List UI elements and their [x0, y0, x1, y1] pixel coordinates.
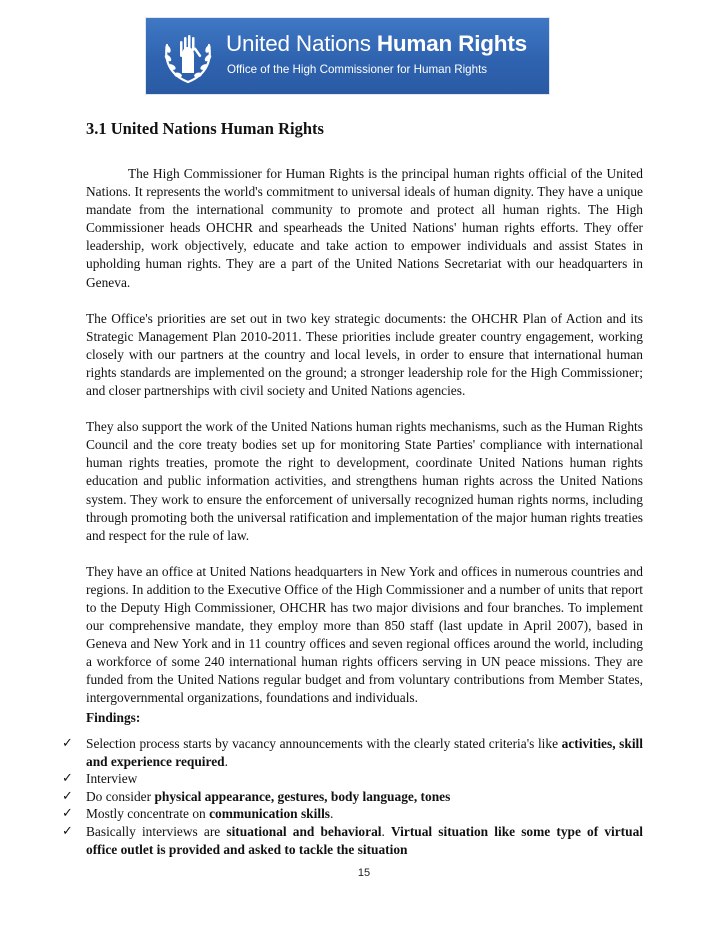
finding-bold-2: Virtual situation like some type of virtual office outlet is provided and asked to tackle the situation: [86, 823, 644, 857]
list-item: [0, 770, 643, 788]
finding-text: Basically interviews are: [86, 823, 227, 839]
paragraph-3: They also support the work of the United Nations human rights mechanisms, such as the Human Rights Council and the core treaty bodies set up for monitoring State Parties' compliance with international human rights treaties, promote the right to development, coordinate United Nations human rights education and public information activities, and strengthens human rights across the United Nations system. They work to ensure the enforcement of universally recognized human rights norms, including through promoting both the universal ratification and implementation of the major human rights treaties and respect for the rule of law.: [86, 419, 643, 543]
finding-bold: activities, skill and experience required: [86, 736, 643, 769]
paragraph-1: The High Commissioner for Human Rights is the principal human rights official of the United Nations. It represents the world's commitment to universal ideals of human dignity. They have a unique mandate from the international community to promote and protect all human rights. The High Commissioner heads OHCHR and spearheads the United Nations' human rights efforts. They offer leadership, work objectively, educate and take action to empower individuals and assist States in upholding human rights. They are a part of the United Nations Secretariat with our headquarters in Geneva.: [86, 166, 643, 290]
finding-bold: communication skills: [209, 806, 330, 822]
list-item: [0, 805, 643, 823]
page-number: 15: [357, 867, 371, 879]
checkmark-icon: ✓: [62, 771, 73, 787]
finding-text: Interview: [86, 771, 138, 787]
paragraph-2: The Office's priorities are set out in two key strategic documents: the OHCHR Plan of Action and its Strategic Management Plan 2010-2011. These priorities include greater country engagement, working closely with our partners at the country and local levels, in order to ensure that international human rights standards are implemented on the ground; a stronger leadership role for the High Commissioner; and closer partnerships with civil society and United Nations agencies.: [86, 310, 643, 399]
checkmark-icon: ✓: [62, 736, 73, 751]
checkmark-icon: ✓: [62, 788, 73, 804]
section-heading: 3.1 United Nations Human Rights: [86, 119, 324, 138]
finding-text: Selection process starts by vacancy announcements with the clearly stated criteria's like: [86, 736, 562, 751]
findings-title: Findings:: [86, 710, 141, 725]
finding-bold: physical appearance, gestures, body language, tones: [154, 788, 451, 804]
paragraph-4: They have an office at United Nations headquarters in New York and offices in numerous countries and regions. In addition to the Executive Office of the High Commissioner and a number of units that report to the Deputy High Commissioner, OHCHR has two major divisions and four branches. To implement our comprehensive mandate, they employ more than 850 staff (last update in April 2007), based in Geneva and New York and in 11 country offices and seven regional offices around the world, including a workforce of some 240 international human rights officers serving in UN peace missions. They are funded from the United Nations regular budget and from voluntary contributions from Member States, intergovernmental organizations, foundations and individuals.: [86, 563, 643, 706]
finding-bold: situational and behavioral: [226, 823, 382, 839]
organization-name-regular: United Nations: [226, 31, 377, 56]
findings-list: [0, 735, 643, 858]
list-item: [0, 788, 643, 806]
organization-name: [226, 30, 546, 58]
checkmark-icon: ✓: [62, 823, 73, 839]
finding-text: Do consider: [86, 788, 155, 804]
list-item: [0, 735, 643, 770]
un-human-rights-emblem-icon: [158, 25, 218, 87]
document-body: [86, 165, 643, 726]
checkmark-icon: ✓: [62, 806, 73, 822]
office-subtitle: Office of the High Commissioner for Human Rights: [227, 63, 488, 76]
un-human-rights-banner: [145, 17, 550, 95]
organization-name-bold: Human Rights: [376, 31, 527, 56]
finding-after: .: [330, 806, 334, 822]
finding-text: Mostly concentrate on: [86, 806, 210, 822]
finding-after: .: [381, 823, 391, 839]
finding-after: .: [224, 753, 228, 769]
list-item: [0, 823, 643, 858]
